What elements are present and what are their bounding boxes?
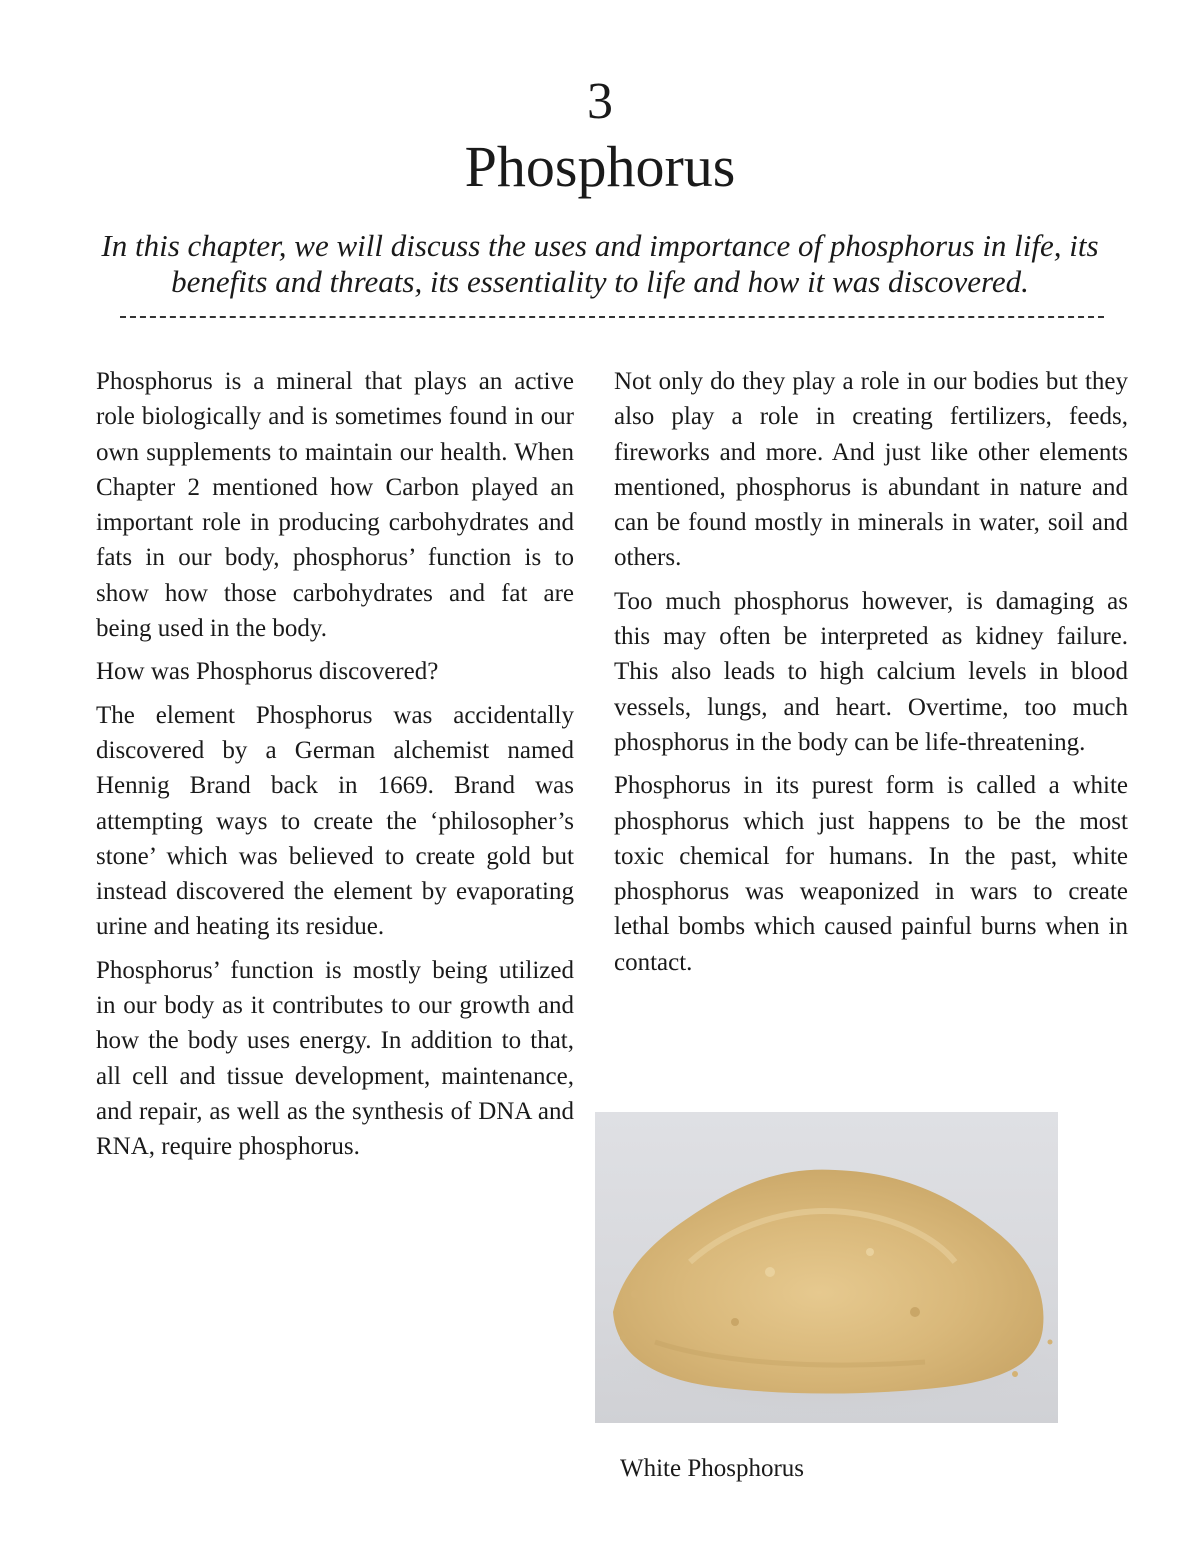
chapter-title: Phosphorus — [464, 134, 736, 199]
chapter-number: 3 — [587, 73, 613, 130]
paragraph-discovery: The element Phosphorus was accidentally discovered by a German alchemist named Hennig Brand back in 1669. Brand was attempting ways to create the ‘philosopher’s stone’ which was believed to create gold but instead discovered the element by evaporating urine and heating its residue. — [96, 701, 574, 941]
figure-caption: White Phosphorus — [620, 1455, 805, 1482]
discovery-question: How was Phosphorus discovered? — [96, 658, 439, 686]
paragraph-dangers: Too much phosphorus however, is damaging as this may often be interpreted as kidney failure. This also leads to high calcium levels in blood vessels, lungs, and heart. Overtime, too much phosphorus in the body can be life-threatening. — [614, 587, 1128, 756]
paragraph-uses: Not only do they play a role in our bodies but they also play a role in creating fertilizers, feeds, fireworks and more. And just like other elements mentioned, phosphorus is abundant in nature and can be found mostly in minerals in water, soil and others. — [614, 368, 1128, 572]
section-divider — [120, 316, 1104, 318]
paragraph-intro: Phosphorus is a mineral that plays an active role biologically and is sometimes found in our own supplements to maintain our health. When Chapter 2 mentioned how Carbon played an important role in producing carbohydrates and fats in our body, phosphorus’ function is to show how those carbohydrates and fat are being used in the body. — [96, 368, 574, 643]
right-column — [614, 364, 1128, 988]
white-phosphorus-photo — [595, 1112, 1058, 1423]
chapter-intro: In this chapter, we will discuss the uses and importance of phosphorus in life, its benefits and threats, its essentiality to life and how it was discovered. — [101, 228, 1099, 299]
powder-pile-image — [595, 1112, 1058, 1423]
paragraph-white-phosphorus: Phosphorus in its purest form is called a white phosphorus which just happens to be the most toxic chemical for humans. In the past, white phosphorus was weaponized in wars to create lethal bombs which caused painful burns when in contact. — [614, 772, 1128, 976]
left-column — [96, 364, 574, 1173]
paragraph-function: Phosphorus’ function is mostly being utilized in our body as it contributes to our growth and how the body uses energy. In addition to that, all cell and tissue development, maintenance, and repair, as well as the synthesis of DNA and RNA, require phosphorus. — [96, 956, 574, 1161]
